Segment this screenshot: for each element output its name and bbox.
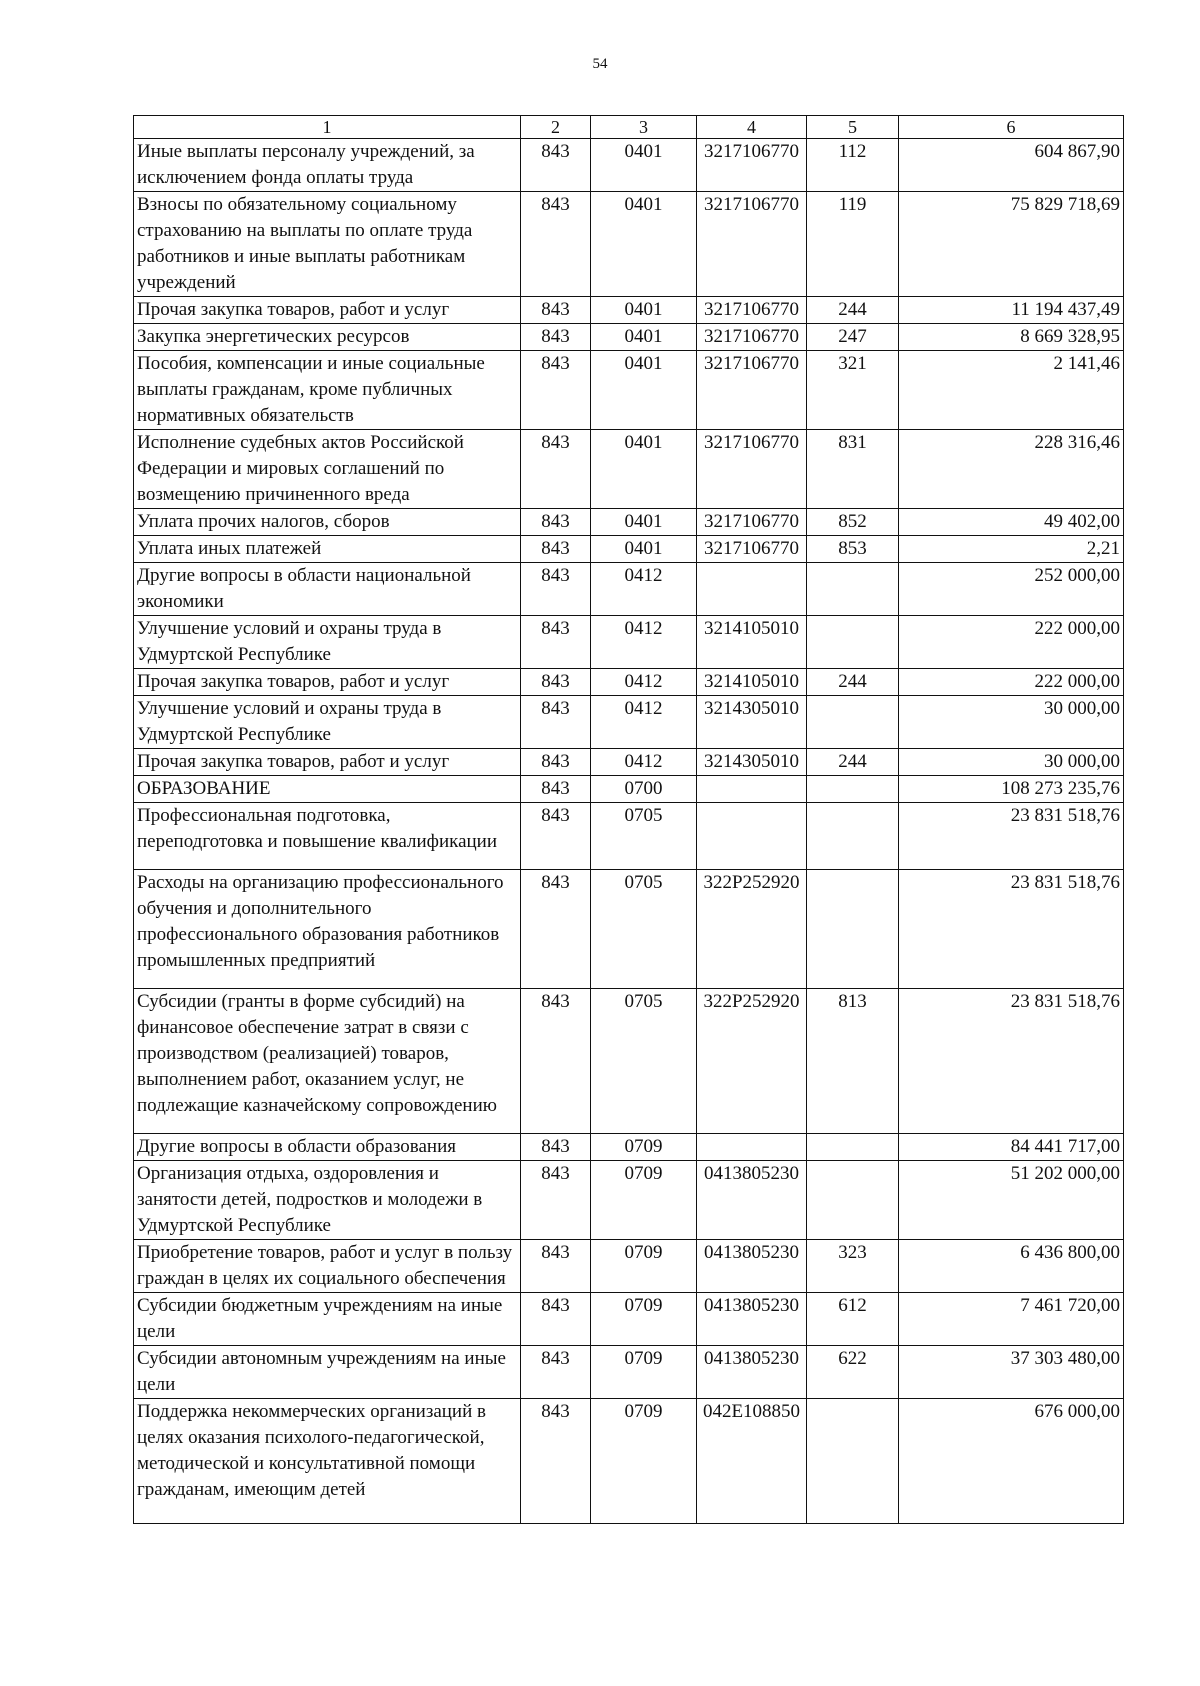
row-expense-type-cell: 831 — [807, 430, 899, 509]
row-ved-cell: 843 — [521, 1134, 591, 1161]
row-target-article-cell: 322P252920 — [697, 989, 807, 1134]
row-amount-cell: 51 202 000,00 — [899, 1161, 1124, 1240]
row-name-cell: Прочая закупка товаров, работ и услуг — [134, 297, 521, 324]
row-amount-cell: 7 461 720,00 — [899, 1293, 1124, 1346]
row-amount-cell: 11 194 437,49 — [899, 297, 1124, 324]
row-expense-type-cell: 622 — [807, 1346, 899, 1399]
header-cell: 6 — [899, 116, 1124, 139]
page-number: 54 — [592, 56, 608, 72]
row-ved-cell: 843 — [521, 1346, 591, 1399]
row-name-cell: Уплата прочих налогов, сборов — [134, 509, 521, 536]
row-name-cell: Улучшение условий и охраны труда в Удмуртской Республике — [134, 616, 521, 669]
row-section-cell: 0401 — [591, 324, 697, 351]
row-target-article-cell: 3214105010 — [697, 669, 807, 696]
table-row — [134, 563, 1124, 616]
table-row — [134, 509, 1124, 536]
row-name-cell: ОБРАЗОВАНИЕ — [134, 776, 521, 803]
row-name-cell: Субсидии бюджетным учреждениям на иные цели — [134, 1293, 521, 1346]
row-ved-cell: 843 — [521, 1293, 591, 1346]
row-target-article-cell: 3214105010 — [697, 616, 807, 669]
row-target-article-cell: 3217106770 — [697, 536, 807, 563]
row-expense-type-cell: 112 — [807, 139, 899, 192]
row-amount-cell: 222 000,00 — [899, 616, 1124, 669]
row-target-article-cell: 042E108850 — [697, 1399, 807, 1524]
row-amount-cell: 49 402,00 — [899, 509, 1124, 536]
row-target-article-cell: 3217106770 — [697, 324, 807, 351]
row-section-cell: 0709 — [591, 1293, 697, 1346]
row-ved-cell: 843 — [521, 192, 591, 297]
row-ved-cell: 843 — [521, 616, 591, 669]
row-amount-cell: 228 316,46 — [899, 430, 1124, 509]
row-amount-cell: 222 000,00 — [899, 669, 1124, 696]
row-target-article-cell: 3214305010 — [697, 749, 807, 776]
row-section-cell: 0401 — [591, 351, 697, 430]
row-expense-type-cell — [807, 1161, 899, 1240]
row-section-cell: 0709 — [591, 1399, 697, 1524]
row-name-cell: Уплата иных платежей — [134, 536, 521, 563]
row-section-cell: 0412 — [591, 616, 697, 669]
row-ved-cell: 843 — [521, 696, 591, 749]
row-section-cell: 0401 — [591, 297, 697, 324]
row-amount-cell: 676 000,00 — [899, 1399, 1124, 1524]
table-row — [134, 430, 1124, 509]
table-row — [134, 669, 1124, 696]
row-name-cell: Приобретение товаров, работ и услуг в пользу граждан в целях их социального обеспечения — [134, 1240, 521, 1293]
table-row — [134, 1346, 1124, 1399]
row-target-article-cell — [697, 1134, 807, 1161]
row-expense-type-cell — [807, 616, 899, 669]
row-target-article-cell: 0413805230 — [697, 1161, 807, 1240]
row-name-cell: Профессиональная подготовка, переподготовка и повышение квалификации — [134, 803, 521, 870]
row-section-cell: 0401 — [591, 509, 697, 536]
row-ved-cell: 843 — [521, 989, 591, 1134]
row-expense-type-cell: 813 — [807, 989, 899, 1134]
table-row — [134, 749, 1124, 776]
row-section-cell: 0705 — [591, 870, 697, 989]
table-row — [134, 616, 1124, 669]
row-amount-cell: 2 141,46 — [899, 351, 1124, 430]
row-ved-cell: 843 — [521, 430, 591, 509]
row-expense-type-cell: 323 — [807, 1240, 899, 1293]
row-expense-type-cell — [807, 870, 899, 989]
row-section-cell: 0401 — [591, 536, 697, 563]
row-section-cell: 0412 — [591, 696, 697, 749]
row-ved-cell: 843 — [521, 1399, 591, 1524]
table-row — [134, 803, 1124, 870]
table-row — [134, 1399, 1124, 1524]
row-expense-type-cell — [807, 1399, 899, 1524]
row-amount-cell: 108 273 235,76 — [899, 776, 1124, 803]
row-expense-type-cell: 244 — [807, 749, 899, 776]
row-amount-cell: 30 000,00 — [899, 749, 1124, 776]
table-row — [134, 1240, 1124, 1293]
row-name-cell: Закупка энергетических ресурсов — [134, 324, 521, 351]
header-cell: 3 — [591, 116, 697, 139]
row-name-cell: Исполнение судебных актов Российской Федерации и мировых соглашений по возмещению причиненного вреда — [134, 430, 521, 509]
table-row — [134, 1161, 1124, 1240]
row-expense-type-cell — [807, 696, 899, 749]
row-ved-cell: 843 — [521, 669, 591, 696]
row-name-cell: Иные выплаты персоналу учреждений, за исключением фонда оплаты труда — [134, 139, 521, 192]
row-ved-cell: 843 — [521, 563, 591, 616]
table-row — [134, 536, 1124, 563]
row-name-cell: Другие вопросы в области национальной экономики — [134, 563, 521, 616]
row-amount-cell: 252 000,00 — [899, 563, 1124, 616]
row-section-cell: 0412 — [591, 749, 697, 776]
row-amount-cell: 604 867,90 — [899, 139, 1124, 192]
row-target-article-cell: 0413805230 — [697, 1346, 807, 1399]
row-name-cell: Взносы по обязательному социальному страхованию на выплаты по оплате труда работников и иные выплаты работникам учреждений — [134, 192, 521, 297]
table-row — [134, 1134, 1124, 1161]
row-amount-cell: 75 829 718,69 — [899, 192, 1124, 297]
header-cell: 4 — [697, 116, 807, 139]
row-target-article-cell: 3217106770 — [697, 351, 807, 430]
row-section-cell: 0412 — [591, 669, 697, 696]
budget-table-body — [134, 116, 1124, 1524]
row-amount-cell: 23 831 518,76 — [899, 803, 1124, 870]
row-target-article-cell: 0413805230 — [697, 1240, 807, 1293]
row-section-cell: 0401 — [591, 139, 697, 192]
budget-table — [133, 115, 1124, 1524]
row-section-cell: 0700 — [591, 776, 697, 803]
row-amount-cell: 37 303 480,00 — [899, 1346, 1124, 1399]
row-amount-cell: 84 441 717,00 — [899, 1134, 1124, 1161]
row-target-article-cell: 3217106770 — [697, 139, 807, 192]
row-section-cell: 0401 — [591, 192, 697, 297]
row-target-article-cell: 3217106770 — [697, 192, 807, 297]
row-name-cell: Прочая закупка товаров, работ и услуг — [134, 669, 521, 696]
row-ved-cell: 843 — [521, 776, 591, 803]
row-target-article-cell: 3217106770 — [697, 297, 807, 324]
row-ved-cell: 843 — [521, 297, 591, 324]
row-section-cell: 0709 — [591, 1134, 697, 1161]
row-expense-type-cell: 321 — [807, 351, 899, 430]
row-ved-cell: 843 — [521, 870, 591, 989]
row-expense-type-cell: 852 — [807, 509, 899, 536]
row-section-cell: 0709 — [591, 1161, 697, 1240]
header-cell: 1 — [134, 116, 521, 139]
table-row — [134, 324, 1124, 351]
row-ved-cell: 843 — [521, 139, 591, 192]
table-row — [134, 297, 1124, 324]
row-ved-cell: 843 — [521, 536, 591, 563]
table-row — [134, 696, 1124, 749]
row-name-cell: Другие вопросы в области образования — [134, 1134, 521, 1161]
row-expense-type-cell — [807, 1134, 899, 1161]
row-amount-cell: 6 436 800,00 — [899, 1240, 1124, 1293]
row-target-article-cell: 3214305010 — [697, 696, 807, 749]
row-target-article-cell: 322P252920 — [697, 870, 807, 989]
row-section-cell: 0705 — [591, 803, 697, 870]
table-row — [134, 192, 1124, 297]
row-name-cell: Организация отдыха, оздоровления и занятости детей, подростков и молодежи в Удмуртской Республике — [134, 1161, 521, 1240]
table-header-row — [134, 116, 1124, 139]
row-name-cell: Прочая закупка товаров, работ и услуг — [134, 749, 521, 776]
row-section-cell: 0401 — [591, 430, 697, 509]
row-expense-type-cell: 612 — [807, 1293, 899, 1346]
table-row — [134, 870, 1124, 989]
row-target-article-cell: 3217106770 — [697, 509, 807, 536]
row-section-cell: 0412 — [591, 563, 697, 616]
table-row — [134, 776, 1124, 803]
row-section-cell: 0705 — [591, 989, 697, 1134]
header-cell: 2 — [521, 116, 591, 139]
row-name-cell: Расходы на организацию профессионального обучения и дополнительного профессионального образования работников промышленных предприятий — [134, 870, 521, 989]
table-row — [134, 989, 1124, 1134]
row-expense-type-cell — [807, 776, 899, 803]
row-expense-type-cell — [807, 803, 899, 870]
row-amount-cell: 23 831 518,76 — [899, 989, 1124, 1134]
row-expense-type-cell: 853 — [807, 536, 899, 563]
row-name-cell: Поддержка некоммерческих организаций в целях оказания психолого-педагогической, методической и консультативной помощи гражданам, имеющим детей — [134, 1399, 521, 1524]
row-target-article-cell: 3217106770 — [697, 430, 807, 509]
row-ved-cell: 843 — [521, 324, 591, 351]
row-section-cell: 0709 — [591, 1240, 697, 1293]
row-name-cell: Субсидии автономным учреждениям на иные цели — [134, 1346, 521, 1399]
row-name-cell: Субсидии (гранты в форме субсидий) на финансовое обеспечение затрат в связи с производством (реализацией) товаров, выполнением работ, оказанием услуг, не подлежащие казначейскому сопровождению — [134, 989, 521, 1134]
header-cell: 5 — [807, 116, 899, 139]
table-row — [134, 139, 1124, 192]
row-target-article-cell — [697, 563, 807, 616]
row-ved-cell: 843 — [521, 1161, 591, 1240]
row-expense-type-cell: 244 — [807, 669, 899, 696]
row-name-cell: Улучшение условий и охраны труда в Удмуртской Республике — [134, 696, 521, 749]
row-ved-cell: 843 — [521, 749, 591, 776]
row-amount-cell: 23 831 518,76 — [899, 870, 1124, 989]
row-expense-type-cell — [807, 563, 899, 616]
row-expense-type-cell: 244 — [807, 297, 899, 324]
row-target-article-cell: 0413805230 — [697, 1293, 807, 1346]
row-ved-cell: 843 — [521, 351, 591, 430]
row-expense-type-cell: 119 — [807, 192, 899, 297]
row-ved-cell: 843 — [521, 509, 591, 536]
row-ved-cell: 843 — [521, 803, 591, 870]
row-ved-cell: 843 — [521, 1240, 591, 1293]
row-expense-type-cell: 247 — [807, 324, 899, 351]
row-target-article-cell — [697, 803, 807, 870]
table-row — [134, 1293, 1124, 1346]
row-section-cell: 0709 — [591, 1346, 697, 1399]
row-name-cell: Пособия, компенсации и иные социальные выплаты гражданам, кроме публичных нормативных обязательств — [134, 351, 521, 430]
row-target-article-cell — [697, 776, 807, 803]
row-amount-cell: 8 669 328,95 — [899, 324, 1124, 351]
row-amount-cell: 30 000,00 — [899, 696, 1124, 749]
row-amount-cell: 2,21 — [899, 536, 1124, 563]
table-row — [134, 351, 1124, 430]
